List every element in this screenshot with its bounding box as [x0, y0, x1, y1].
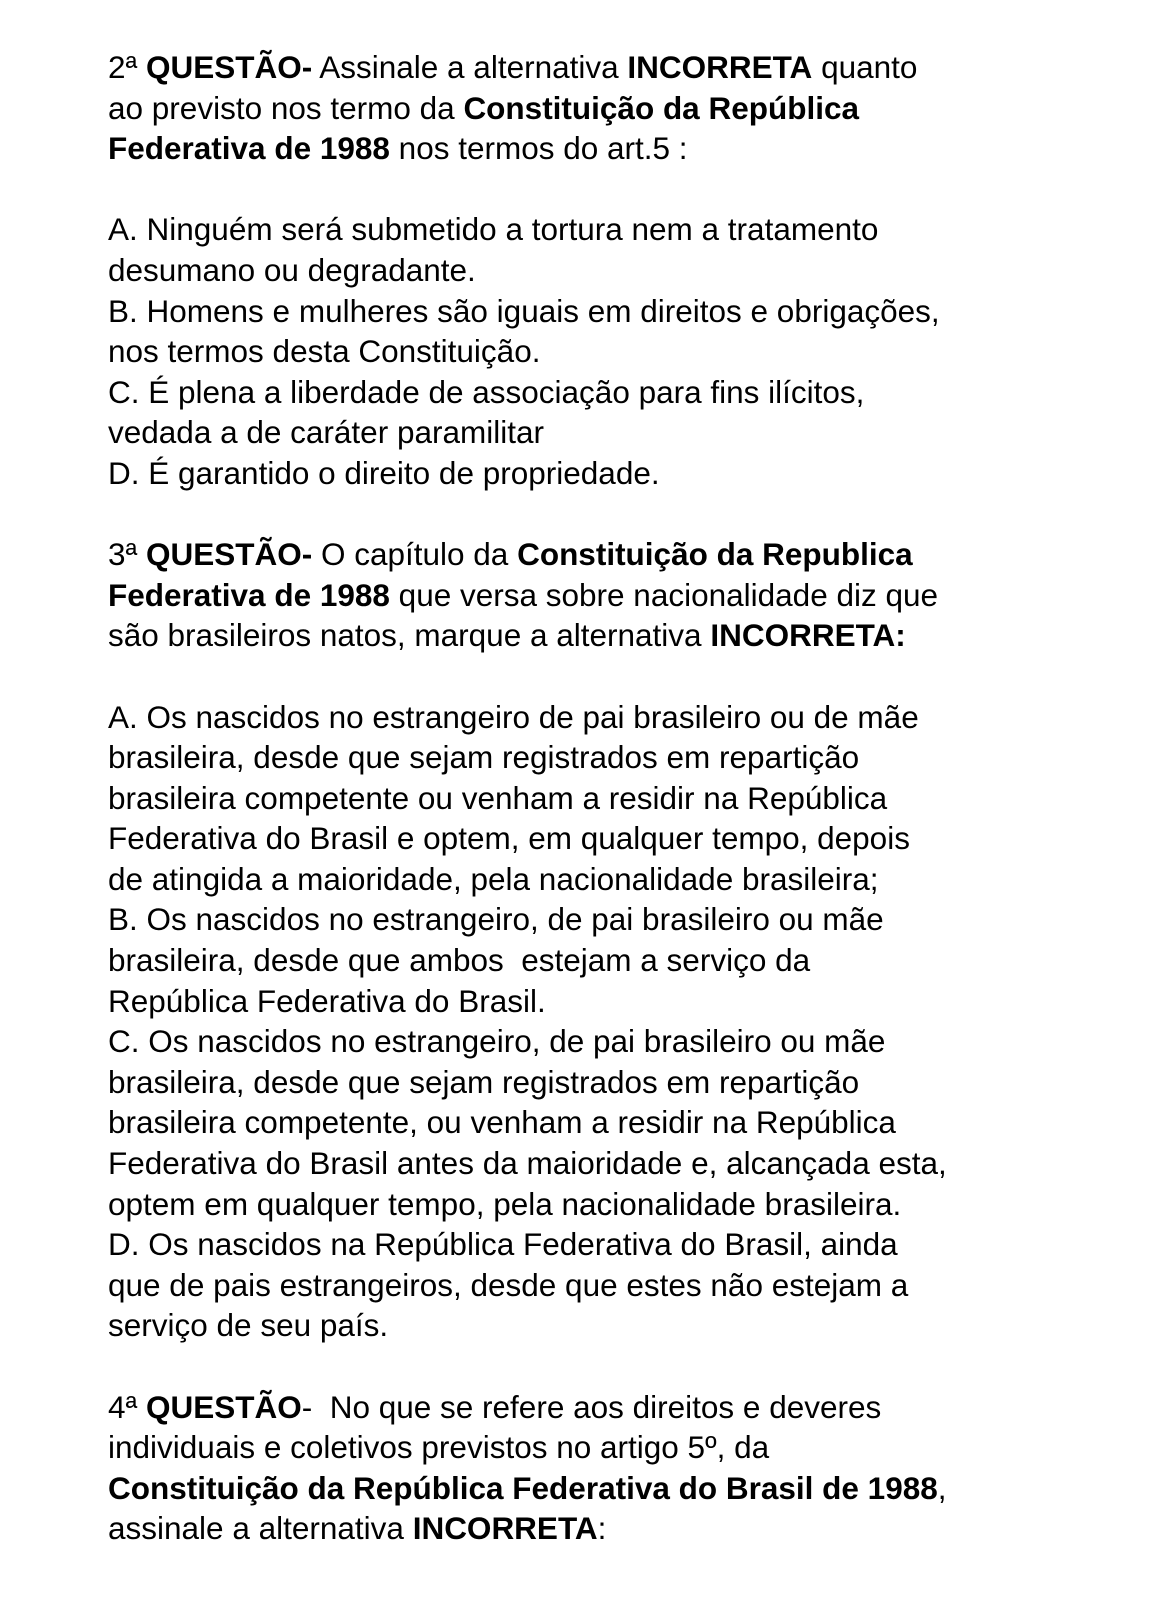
stem-line — [108, 1468, 1108, 1509]
spacer — [108, 1346, 1108, 1387]
option-line: C. Os nascidos no estrangeiro, de pai brasileiro ou mãe — [108, 1023, 886, 1060]
emphasis-constitution: Federativa de 1988 — [108, 130, 390, 167]
emphasis-incorreta: INCORRETA — [627, 49, 813, 85]
emphasis-constitution: Constituição da República — [463, 89, 859, 126]
stem-line — [108, 615, 1108, 656]
emphasis-constitution: Constituição da Republica — [517, 536, 913, 573]
stem-text: O capítulo da — [312, 536, 518, 573]
stem-text: quanto — [812, 49, 918, 85]
stem-line — [108, 47, 1108, 88]
option-line: D. Os nascidos na República Federativa do Brasil, ainda — [108, 1226, 898, 1263]
option-line: nos termos desta Constituição. — [108, 333, 541, 370]
stem-text: , — [937, 1469, 947, 1506]
emphasis-incorreta: INCORRETA: — [710, 617, 906, 654]
option-line: brasileira, desde que sejam registrados em repartição — [108, 1063, 860, 1100]
emphasis-incorreta: INCORRETA — [412, 1510, 598, 1547]
option-line: brasileira competente, ou venham a residir na República — [108, 1104, 896, 1141]
option-line: optem em qualquer tempo, pela nacionalidade brasileira. — [108, 1185, 902, 1222]
stem-line — [108, 88, 1108, 129]
option-line: desumano ou degradante. — [108, 251, 476, 288]
question-4-stem — [108, 1387, 1108, 1549]
option-line: B. Os nascidos no estrangeiro, de pai brasileiro ou mãe — [108, 901, 884, 938]
stem-text: ao previsto nos termo da — [108, 89, 464, 126]
option-line: B. Homens e mulheres são iguais em direitos e obrigações, — [108, 292, 940, 329]
question-2 — [108, 47, 1108, 494]
stem-text: são brasileiros natos, marque a alternativa — [108, 617, 711, 654]
question-3 — [108, 534, 1108, 1346]
option-line: serviço de seu país. — [108, 1307, 389, 1344]
stem-text: : — [597, 1510, 607, 1547]
question-4 — [108, 1387, 1108, 1549]
stem-line — [108, 1387, 1108, 1428]
stem-text: que versa sobre nacionalidade diz que — [389, 576, 939, 613]
stem-line — [108, 1427, 1108, 1468]
stem-line — [108, 534, 1108, 575]
stem-text: - No que se refere aos direitos e deveres — [301, 1388, 882, 1425]
option-b — [108, 899, 1108, 1021]
document-page — [108, 47, 1108, 1549]
option-line: C. É plena a liberdade de associação para fins ilícitos, — [108, 373, 865, 410]
question-3-stem — [108, 534, 1108, 656]
option-line: A. Ninguém será submetido a tortura nem a tratamento — [108, 211, 879, 248]
question-label: QUESTÃO- — [145, 49, 313, 85]
option-a — [108, 697, 1108, 900]
stem-line — [108, 1508, 1108, 1549]
option-a — [108, 209, 1108, 290]
spacer — [108, 656, 1108, 697]
option-line: que de pais estrangeiros, desde que estes não estejam a — [108, 1266, 909, 1303]
emphasis-constitution: Constituição da República Federativa do Brasil de 1988 — [108, 1469, 938, 1506]
option-line: brasileira, desde que ambos estejam a serviço da — [108, 942, 811, 979]
stem-text: individuais e coletivos previstos no artigo 5º, da — [108, 1429, 770, 1466]
option-line: vedada a de caráter paramilitar — [108, 414, 544, 451]
option-d — [108, 453, 1108, 494]
question-label: QUESTÃO- — [145, 536, 313, 573]
stem-text: assinale a alternativa — [108, 1510, 413, 1547]
question-3-options — [108, 697, 1108, 1347]
option-line: D. É garantido o direito de propriedade. — [108, 454, 660, 491]
question-number: 2ª — [108, 49, 146, 85]
spacer — [108, 169, 1108, 210]
question-label: QUESTÃO — [145, 1388, 302, 1425]
question-number: 3ª — [108, 536, 146, 573]
option-line: brasileira competente ou venham a residir na República — [108, 779, 888, 816]
option-c — [108, 372, 1108, 453]
stem-text: nos termos do art.5 : — [389, 130, 688, 167]
option-line: de atingida a maioridade, pela nacionalidade brasileira; — [108, 860, 879, 897]
option-line: brasileira, desde que sejam registrados em repartição — [108, 739, 860, 776]
option-line: A. Os nascidos no estrangeiro de pai brasileiro ou de mãe — [108, 698, 919, 735]
option-line: Federativa do Brasil e optem, em qualquer tempo, depois — [108, 820, 910, 857]
stem-line — [108, 575, 1108, 616]
option-line: República Federativa do Brasil. — [108, 982, 546, 1019]
emphasis-constitution: Federativa de 1988 — [108, 576, 390, 613]
stem-text: Assinale a alternativa — [312, 49, 628, 85]
option-d — [108, 1224, 1108, 1346]
question-2-options — [108, 209, 1108, 493]
option-b — [108, 291, 1108, 372]
spacer — [108, 494, 1108, 535]
question-2-stem — [108, 47, 1108, 169]
option-line: Federativa do Brasil antes da maioridade e, alcançada esta, — [108, 1145, 947, 1182]
question-number: 4ª — [108, 1388, 146, 1425]
option-c — [108, 1021, 1108, 1224]
stem-line — [108, 128, 1108, 169]
